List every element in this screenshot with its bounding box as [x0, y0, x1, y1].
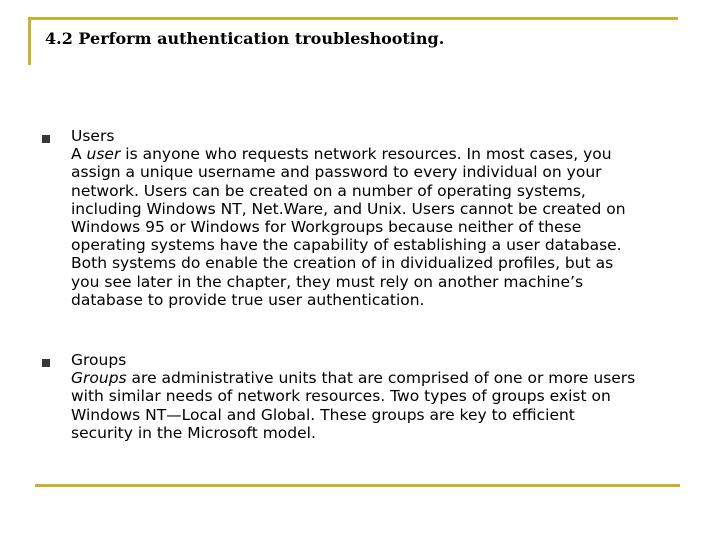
title-top-rule — [28, 17, 678, 20]
bullet-text-line: including Windows NT, Net.Ware, and Unix. Users cannot be created on — [71, 199, 626, 218]
bullet-groups-body — [71, 351, 683, 442]
bullet-text-line: assign a unique username and password to every individual on your — [71, 163, 602, 182]
bullet-users-body — [71, 127, 683, 309]
bullet-text-line: security in the Microsoft model. — [71, 423, 316, 442]
bullet-heading: Groups — [71, 351, 127, 369]
bullet-text-line: operating systems have the capability of establishing a user database. — [71, 236, 622, 255]
square-bullet-icon — [42, 359, 50, 367]
bullet-text-line — [71, 369, 683, 387]
bullet-text-line: Windows 95 or Windows for Workgroups because neither of these — [71, 218, 582, 237]
square-bullet-icon — [42, 135, 50, 143]
italic-term: user — [86, 145, 121, 164]
bullet-text-line: Both systems do enable the creation of in dividualized profiles, but as — [71, 254, 614, 273]
bullet-text-line: you see later in the chapter, they must rely on another machine’s — [71, 272, 584, 291]
bullet-text-line — [71, 145, 683, 163]
bullet-text-line: network. Users can be created on a number of operating systems, — [71, 181, 586, 200]
italic-term: Groups — [71, 369, 127, 388]
bullet-text-segment: A — [71, 145, 87, 164]
bullet-text-line: with similar needs of network resources. Two types of groups exist on — [71, 387, 611, 406]
bullet-text-line: database to provide true user authentication. — [71, 290, 425, 309]
title-left-rule — [28, 17, 31, 65]
bullet-text-segment: are administrative units that are comprised of one or more users — [126, 369, 636, 388]
slide-title: 4.2 Perform authentication troubleshooting. — [45, 29, 445, 48]
bullet-heading: Users — [71, 127, 115, 145]
bullet-text-line: Windows NT—Local and Global. These groups are key to efficient — [71, 405, 575, 424]
bullet-text-segment: is anyone who requests network resources. In most cases, you — [120, 145, 612, 164]
bottom-rule — [35, 484, 680, 487]
